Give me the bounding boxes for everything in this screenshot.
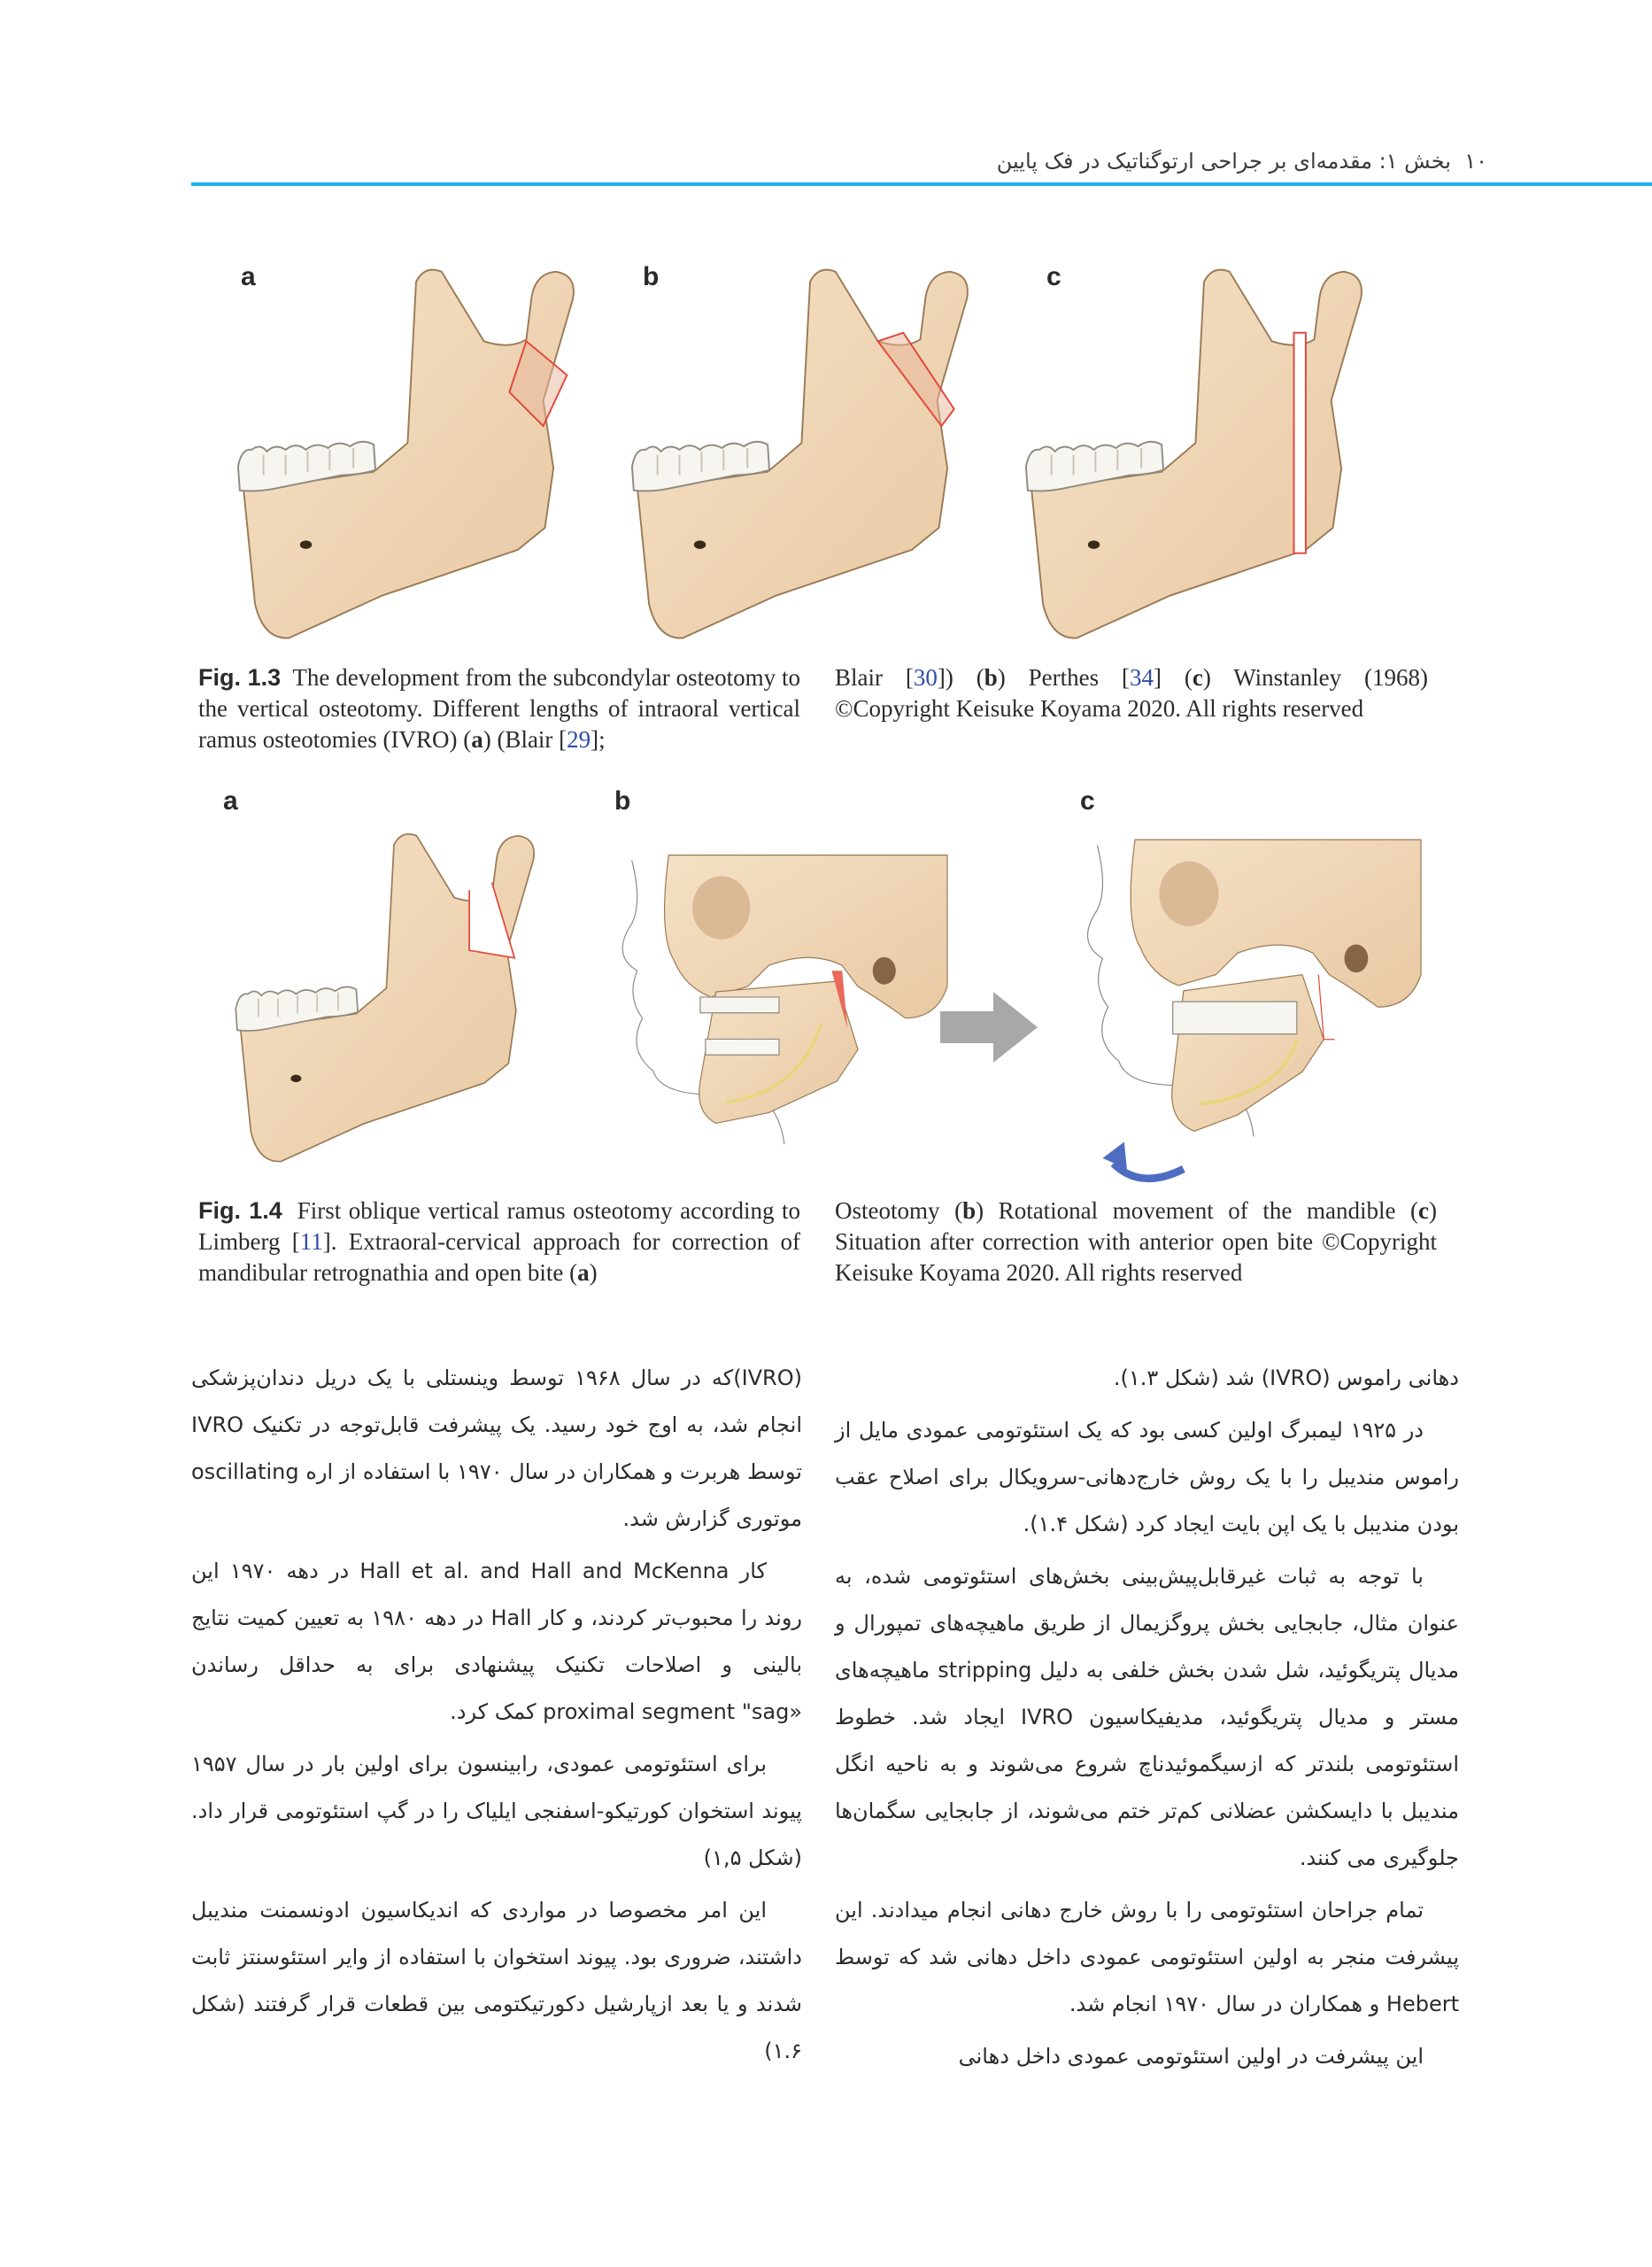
page-number: ۱۰ — [1464, 149, 1487, 174]
paragraph: این پیشرفت در اولین استئوتومی عمودی داخل دهانی — [958, 2044, 1424, 2069]
fig-1-3b-mandible-image — [615, 248, 1005, 646]
fig-1-4-number: Fig. 1.4 — [198, 1197, 282, 1224]
fig-1-3-caption-left: Fig. 1.3 The development from the subcondylar osteotomy to the vertical osteotomy. Different lengths of intraoral vertical ramus osteotomies (IVRO) (a) (Blair [29]; — [198, 664, 801, 753]
fig-1-3c-mandible-image — [1009, 248, 1399, 646]
fig-1-3-panel-b-label: b — [643, 262, 660, 291]
header-rule — [191, 182, 1652, 186]
paragraph: تمام جراحان استئوتومی را با روش خارج دهانی انجام میدادند. این پیشرفت منجر به اولین استئوتومی عمودی داخل دهانی شد که توسط Hebert و همکاران در سال ۱۹۷۰ انجام شد. — [835, 1898, 1459, 2016]
right-arrow-icon — [940, 992, 1038, 1063]
paragraph: با توجه به ثبات غیرقابل‌پیش‌بینی بخش‌های استئوتومی شده، به عنوان مثال، جابجایی بخش پروگزیمال از طریق ماهیچه‌های تمپورال و مدیال پتریگوئید، شل شدن بخش خلفی به دلیل stripping ماهیچه‌های مستر و مدیال پتریگوئید، مدیفیکاسیون IVRO ایجاد شد. خطوط استئوتومی بلندتر که ازسیگموئیدناچ شروع می‌شوند و به ناحیه انگل مندیبل با دایسکشن عضلانی کم‌تر ختم می‌شوند، از جابجایی سگمان‌ها جلوگیری می کنند. — [835, 1564, 1460, 1870]
body-column-left — [191, 1355, 802, 2080]
fig-1-3-caption-right: Blair [30]) (b) Perthes [34] (c) Winstanley (1968) ©Copyright Keisuke Koyama 2020. All rights reserved — [835, 664, 1428, 722]
citation-link[interactable]: 11 — [299, 1228, 323, 1255]
chapter-title: بخش ۱: مقدمه‌ای بر جراحی ارتوگناتیک در فک پایین — [996, 149, 1451, 174]
body-column-right — [835, 1355, 1459, 2085]
citation-link[interactable]: 34 — [1130, 664, 1154, 691]
osteotomy-gap — [1293, 333, 1305, 553]
running-header — [191, 133, 1652, 186]
header-title — [997, 149, 1487, 174]
fig-1-3-panel-c-label: c — [1046, 262, 1061, 291]
paragraph: در ۱۹۲۵ لیمبرگ اولین کسی بود که یک استئوتومی عمودی مایل از راموس مندیبل را با یک روش خارج‌دهانی-سرویکال برای اصلاح عقب بودن مندیبل با یک اپن بایت ایجاد کرد (شکل ۱.۴). — [835, 1418, 1459, 1536]
fig-1-4-panel-a-label: a — [223, 786, 238, 816]
fig-1-4-caption-right: Osteotomy (b) Rotational movement of the mandible (c) Situation after correction with anterior open bite ©Copyright Keisuke Koyama 2020. All rights reserved — [835, 1197, 1437, 1286]
fig-1-4c-skull-image — [1076, 810, 1421, 1182]
fig-1-3a-mandible-image — [221, 248, 611, 646]
fig-1-4a-mandible-image — [199, 815, 589, 1169]
citation-link[interactable]: 30 — [913, 664, 938, 691]
paragraph: (IVRO)که در سال ۱۹۶۸ توسط وینستلی با یک دریل دندان‌پزشکی انجام شد، به اوج خود رسید. یک پیشرفت قابل‌توجه در تکنیک IVRO توسط هربرت و همکاران در سال ۱۹۷۰ با استفاده از اره oscillating موتوری گزارش شد. — [191, 1366, 802, 1531]
fig-1-4-caption-left: Fig. 1.4 First oblique vertical ramus osteotomy according to Limberg [11]. Extraoral-cervical approach for correction of mandibular retrognathia and open bite (a) — [198, 1197, 800, 1286]
paragraph: برای استئوتومی عمودی، رابینسون برای اولین بار در سال ۱۹۵۷ پیوند استخوان کورتیکو-اسفنجی ایلیاک را در گپ استئوتومی قرار داد. (شکل ۱,۵) — [191, 1752, 802, 1870]
fig-1-4b-skull-image — [611, 810, 947, 1173]
fig-1-4-panel-c-label: c — [1080, 786, 1095, 816]
paragraph: این امر مخصوصا در مواردی که اندیکاسیون ادونسمنت مندیبل داشتند، ضروری بود. پیوند استخوان با استفاده از وایر استئوسنتز ثابت شدند و یا بعد ازپارشیل دکورتیکتومی بین قطعات قرار گرفتند (شکل ۱.۶) — [191, 1898, 802, 2063]
fig-1-4-panel-b-label: b — [614, 786, 631, 816]
paragraph: دهانی راموس (IVRO) شد (شکل ۱.۳). — [1113, 1366, 1459, 1390]
fig-1-3-number: Fig. 1.3 — [198, 664, 282, 691]
citation-link[interactable]: 29 — [567, 726, 591, 753]
fig-1-3-panel-a-label: a — [241, 262, 256, 291]
paragraph: کار Hall et al. and Hall and McKenna در دهه ۱۹۷۰ این روند را محبوب‌تر کردند، و کار Hall در دهه ۱۹۸۰ به تعیین کمیت نتایج بالینی و اصلاحات تکنیک پیشنهادی برای به حداقل رساندن «proximal segment "sag کمک کرد. — [191, 1559, 803, 1724]
